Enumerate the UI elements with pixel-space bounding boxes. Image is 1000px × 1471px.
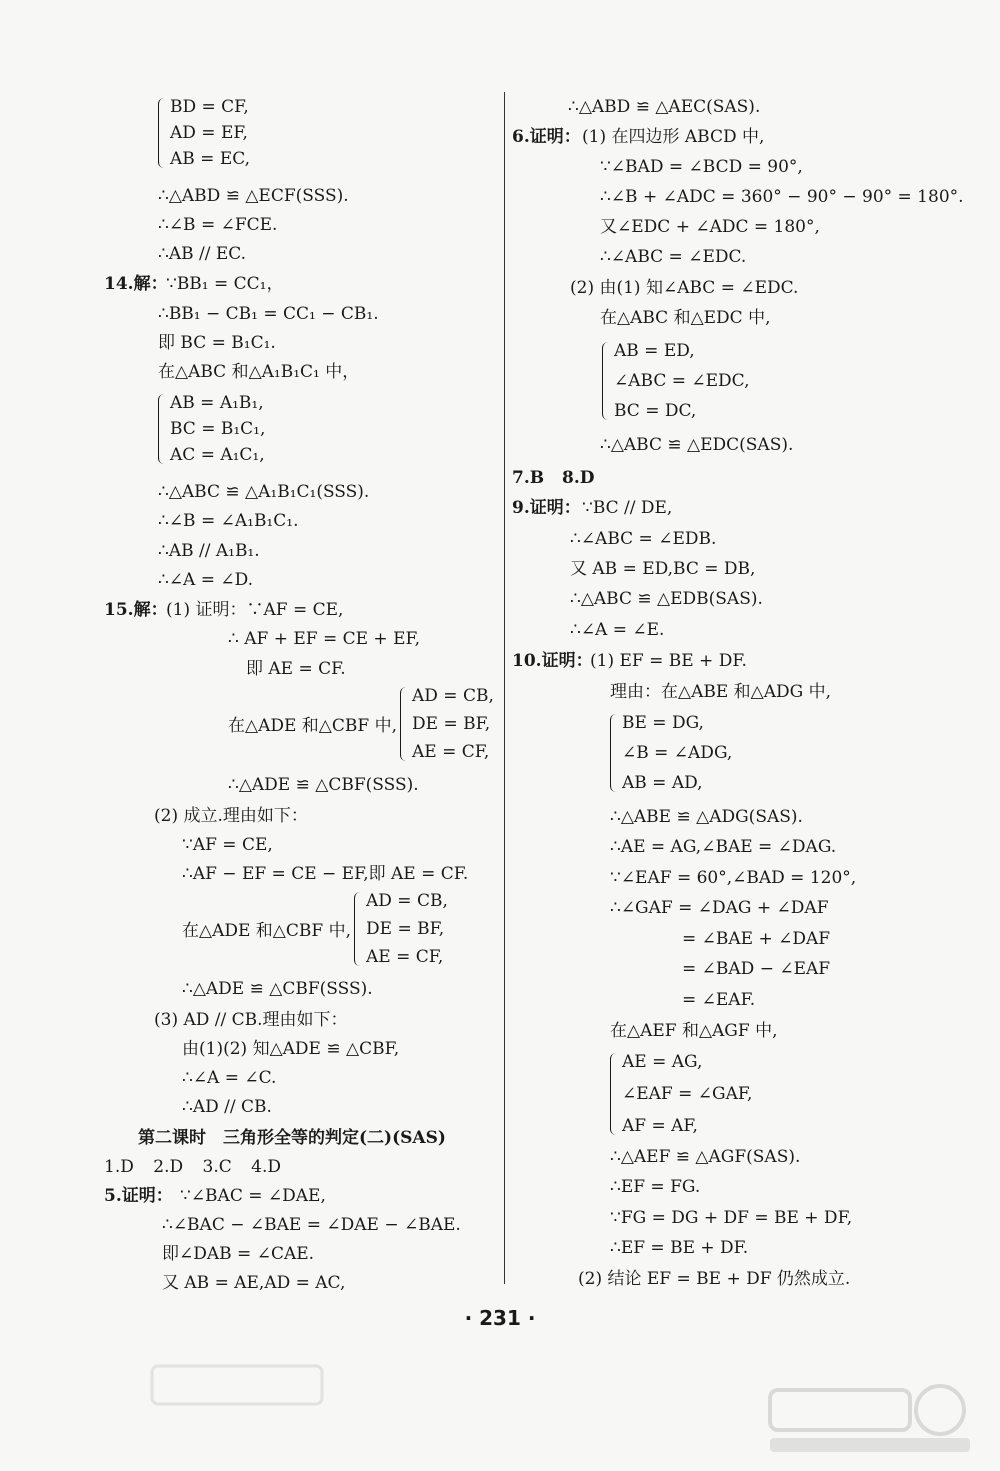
equation-system bbox=[610, 1051, 810, 1137]
proof-line: 即 BC = B₁C₁. bbox=[158, 333, 276, 353]
proof-line: 即 AE = CF. bbox=[246, 659, 346, 679]
proof-line: ∴ AF + EF = CE + EF, bbox=[228, 629, 421, 649]
proof-line: ∵∠BAD = ∠BCD = 90°, bbox=[600, 157, 803, 177]
proof-line: = ∠BAD − ∠EAF bbox=[682, 959, 831, 979]
proof-line: 又 AB = AE,AD = AC, bbox=[162, 1273, 346, 1293]
proof-line: ∴△ABE ≌ △ADG(SAS). bbox=[610, 807, 803, 827]
equation-line: AE = CF, bbox=[412, 742, 490, 762]
brace-icon bbox=[610, 1053, 617, 1135]
equation-line: BC = B₁C₁, bbox=[170, 419, 266, 439]
proof-line: ∵AF = CE, bbox=[182, 835, 273, 855]
proof-line: ∴△ADE ≌ △CBF(SSS). bbox=[228, 775, 419, 795]
equation-line: AD = CB, bbox=[366, 891, 448, 911]
equation-line: AD = EF, bbox=[170, 123, 248, 143]
proof-line: 在△ADE 和△CBF 中, bbox=[228, 716, 397, 736]
site-logo-icon bbox=[760, 1380, 980, 1460]
equation-line: BD = CF, bbox=[170, 97, 249, 117]
equation-line: DE = BF, bbox=[366, 919, 445, 939]
proof-line: ∴AF − EF = CE − EF,即 AE = CF. bbox=[182, 864, 469, 884]
proof-line: ∵∠EAF = 60°,∠BAD = 120°, bbox=[610, 868, 857, 888]
page-number: · 231 · bbox=[464, 1306, 536, 1330]
section-heading: 第二课时 三角形全等的判定(二)(SAS) bbox=[138, 1128, 446, 1148]
proof-line: (1) 证明：∵AF = CE, bbox=[166, 600, 344, 620]
equation-system bbox=[158, 392, 358, 466]
proof-line: (2) 由(1) 知∠ABC = ∠EDC. bbox=[570, 278, 799, 298]
proof-line: 在△ABC 和△A₁B₁C₁ 中， bbox=[158, 362, 360, 382]
proof-line: ∴BB₁ − CB₁ = CC₁ − CB₁. bbox=[158, 304, 379, 324]
column-divider bbox=[504, 92, 505, 1284]
answer-item: 3.C bbox=[202, 1157, 232, 1177]
proof-line: (2) 成立.理由如下： bbox=[154, 806, 308, 826]
equation-line: AC = A₁C₁, bbox=[170, 445, 265, 465]
brace-icon bbox=[610, 714, 617, 792]
proof-line: ∴∠B + ∠ADC = 360° − 90° − 90° = 180°. bbox=[600, 187, 964, 207]
proof-line: = ∠EAF. bbox=[682, 990, 756, 1010]
equation-line: AD = CB, bbox=[412, 686, 494, 706]
proof-line: (1) 在四边形 ABCD 中, bbox=[582, 127, 765, 147]
answer-item: 7.B bbox=[512, 468, 545, 488]
question-number: 15.解： bbox=[104, 600, 168, 620]
equation-line: AE = AG, bbox=[622, 1052, 703, 1072]
proof-line: ∴EF = FG. bbox=[610, 1177, 701, 1197]
proof-line: ∴∠A = ∠C. bbox=[182, 1068, 277, 1088]
equation-line: AF = AF, bbox=[622, 1116, 698, 1136]
proof-line: ∴∠A = ∠E. bbox=[570, 620, 665, 640]
equation-line: ∠ABC = ∠EDC, bbox=[614, 371, 750, 391]
proof-line: (1) EF = BE + DF. bbox=[590, 651, 747, 671]
proof-line: ∴∠GAF = ∠DAG + ∠DAF bbox=[610, 898, 829, 918]
proof-line: 在△ADE 和△CBF 中, bbox=[182, 921, 351, 941]
equation-line: AB = ED, bbox=[614, 341, 695, 361]
proof-line: ∴△ADE ≌ △CBF(SSS). bbox=[182, 979, 373, 999]
proof-line: 又∠EDC + ∠ADC = 180°, bbox=[600, 217, 820, 237]
proof-line: ∵FG = DG + DF = BE + DF, bbox=[610, 1208, 853, 1228]
proof-line: ∴∠B = ∠FCE. bbox=[158, 215, 278, 235]
equation-system bbox=[158, 96, 358, 170]
proof-line: ∴AD // CB. bbox=[182, 1097, 272, 1117]
answer-row bbox=[512, 467, 595, 489]
proof-line: ∴∠A = ∠D. bbox=[158, 570, 254, 590]
question-number: 5.证明： bbox=[104, 1186, 173, 1206]
question-number: 9.证明： bbox=[512, 498, 581, 518]
proof-line: ∵∠BAC = ∠DAE, bbox=[180, 1186, 326, 1206]
equation-line: BC = DC, bbox=[614, 401, 697, 421]
equation-line: AE = CF, bbox=[366, 947, 444, 967]
proof-line: ∴△ABC ≌ △A₁B₁C₁(SSS). bbox=[158, 482, 370, 502]
proof-line: ∴△ABD ≌ △ECF(SSS). bbox=[158, 186, 349, 206]
proof-line: (3) AD // CB.理由如下： bbox=[154, 1010, 348, 1030]
equation-system bbox=[354, 890, 464, 968]
question-number: 10.证明： bbox=[512, 651, 593, 671]
equation-line: ∠B = ∠ADG, bbox=[622, 743, 733, 763]
proof-line: ∵BC // DE, bbox=[582, 498, 673, 518]
brace-icon bbox=[158, 98, 165, 168]
proof-line: ∴∠BAC − ∠BAE = ∠DAE − ∠BAE. bbox=[162, 1215, 461, 1235]
brace-icon bbox=[158, 394, 165, 464]
proof-line: ∴△ABC ≌ △EDC(SAS). bbox=[600, 435, 794, 455]
proof-line: ∴∠ABC = ∠EDB. bbox=[570, 529, 717, 549]
equation-line: AB = AD, bbox=[622, 773, 703, 793]
proof-line: ∵BB₁ = CC₁， bbox=[166, 274, 284, 294]
equation-system bbox=[610, 712, 810, 794]
brace-icon bbox=[400, 687, 407, 761]
proof-line: 理由：在△ABE 和△ADG 中, bbox=[610, 682, 832, 702]
watermark-stamp-icon bbox=[150, 1360, 330, 1410]
equation-line: AB = EC, bbox=[170, 149, 251, 169]
proof-line: ∴AB // EC. bbox=[158, 244, 247, 264]
watermark-icon bbox=[150, 1360, 330, 1410]
proof-line: 由(1)(2) 知△ADE ≌ △CBF, bbox=[182, 1039, 400, 1059]
proof-line: ∴△ABD ≌ △AEC(SAS). bbox=[568, 97, 761, 117]
brace-icon bbox=[354, 892, 361, 966]
proof-line: ∴∠B = ∠A₁B₁C₁. bbox=[158, 511, 299, 531]
equation-line: DE = BF, bbox=[412, 714, 491, 734]
proof-line: ∴AE = AG,∠BAE = ∠DAG. bbox=[610, 837, 837, 857]
answer-item: 2.D bbox=[153, 1157, 184, 1177]
proof-line: ∴△ABC ≌ △EDB(SAS). bbox=[570, 589, 763, 609]
question-number: 14.解： bbox=[104, 274, 168, 294]
proof-line: ∴EF = BE + DF. bbox=[610, 1238, 749, 1258]
answer-row bbox=[104, 1156, 281, 1178]
logo-mark-icon bbox=[760, 1380, 980, 1460]
answer-item: 1.D bbox=[104, 1157, 134, 1177]
brace-icon bbox=[602, 342, 609, 420]
question-number: 6.证明： bbox=[512, 127, 581, 147]
proof-line: ∴AB // A₁B₁. bbox=[158, 541, 260, 561]
proof-line: (2) 结论 EF = BE + DF 仍然成立. bbox=[578, 1269, 851, 1289]
proof-line: 在△ABC 和△EDC 中, bbox=[600, 308, 771, 328]
equation-system bbox=[602, 340, 802, 422]
answer-item: 4.D bbox=[251, 1157, 282, 1177]
proof-line: = ∠BAE + ∠DAF bbox=[682, 929, 831, 949]
proof-line: 在△AEF 和△AGF 中, bbox=[610, 1021, 778, 1041]
proof-line: ∴∠ABC = ∠EDC. bbox=[600, 247, 747, 267]
proof-line: 即∠DAB = ∠CAE. bbox=[162, 1244, 315, 1264]
proof-line: ∴△AEF ≌ △AGF(SAS). bbox=[610, 1147, 801, 1167]
answer-item: 8.D bbox=[562, 468, 595, 488]
equation-line: ∠EAF = ∠GAF, bbox=[622, 1084, 753, 1104]
equation-line: BE = DG, bbox=[622, 713, 704, 733]
equation-line: AB = A₁B₁, bbox=[170, 393, 264, 413]
equation-system bbox=[400, 685, 510, 763]
proof-line: 又 AB = ED,BC = DB, bbox=[570, 559, 756, 579]
